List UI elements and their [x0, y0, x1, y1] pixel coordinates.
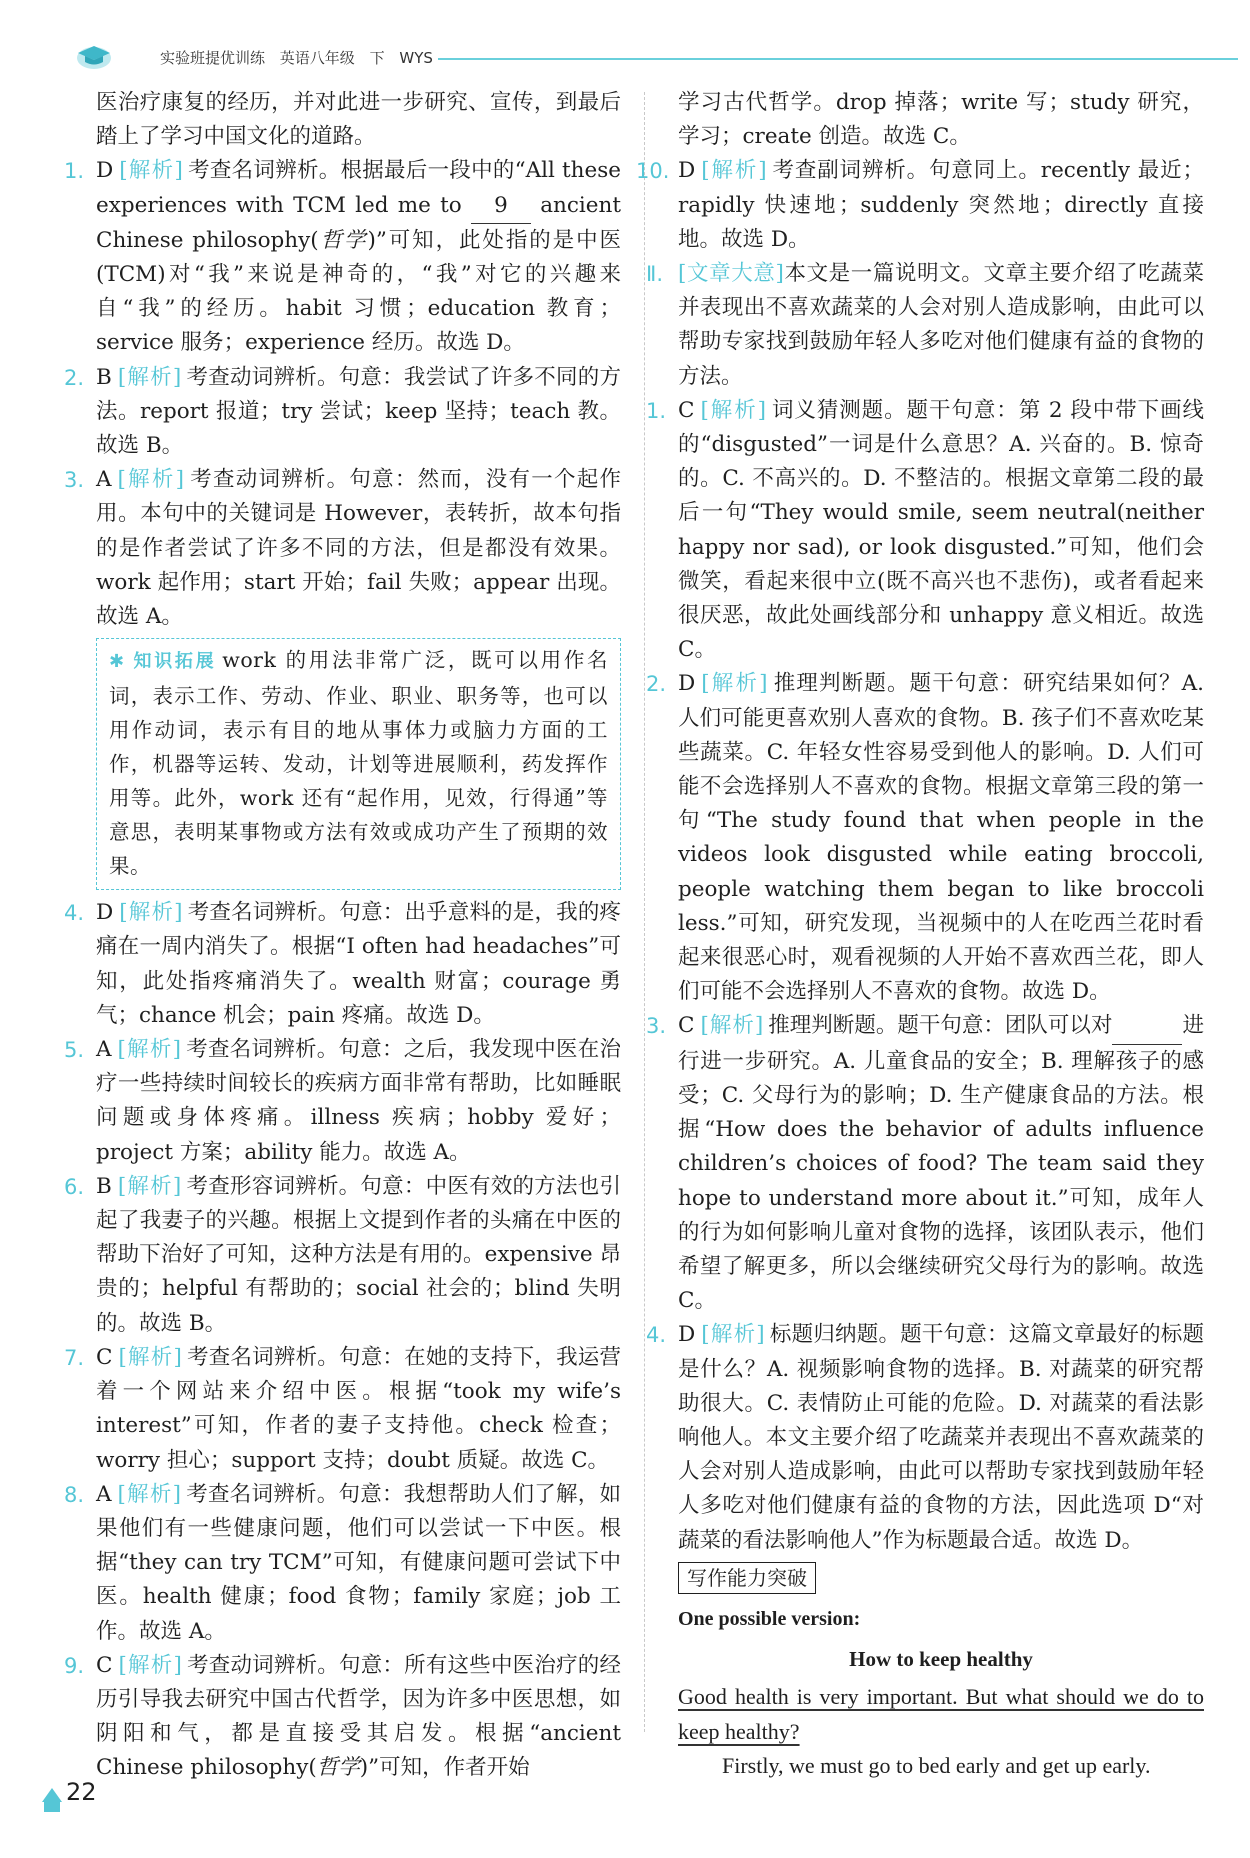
- answer-letter: C: [678, 397, 695, 423]
- analysis-tag: [解析]: [700, 1013, 765, 1039]
- answer-letter: D: [678, 1322, 696, 1348]
- answer-letter: C: [96, 1344, 113, 1370]
- essay-title: How to keep healthy: [849, 1647, 1033, 1672]
- answer-letter: B: [96, 1173, 112, 1199]
- analysis-text: 进行进一步研究。A. 儿童食品的安全；B. 理解孩子的感受；C. 父母行为的影响；D. 生产健康食品的方法。根据“How does the behavior of adults influence children’s choices of food? The team said they hope to understand more about it.”可知，成年人的行为如何影响儿童对食物的选择，该团队表示，他们希望了解更多，所以会继续研究父母行为的影响。故选 C。: [678, 1013, 1204, 1314]
- item-number: 7.: [64, 1345, 85, 1370]
- answer-letter: D: [678, 158, 696, 184]
- item-number: 9.: [64, 1653, 85, 1678]
- analysis-text: 考查动词辨析。句意：我尝试了许多不同的方法。report 报道；try 尝试；keep 坚持；teach 教。故选 B。: [96, 364, 621, 459]
- item-number: 4.: [64, 901, 85, 926]
- answer-item-2: [64, 361, 621, 464]
- analysis-text: 词义猜测题。题干句意：第 2 段中带下画线的“disgusted”一词是什么意思？A. 兴奋的。B. 惊奇的。C. 不高兴的。D. 不整洁的。根据文章第二段的最后一句“They would smile, seem neutral(neither happy nor sad), or look disgusted.”可知，他们会微笑，看起来很中立(既不高兴也不悲伤)，或者看起来很厌恶，故此处画线部分和 unhappy 意义相近。故选 C。: [678, 397, 1204, 663]
- knowledge-box: [96, 638, 621, 890]
- graduation-cap-icon: [74, 40, 114, 72]
- series-name: 实验班提优训练: [160, 49, 266, 67]
- answer-letter: B: [96, 364, 112, 390]
- writing-section-label: 写作能力突破: [678, 1562, 816, 1594]
- analysis-tag: [解析]: [700, 397, 768, 423]
- essay-sentence: Firstly, we must go to bed early and get up early.: [722, 1752, 1151, 1778]
- answer-letter: D: [96, 158, 114, 184]
- item-number: 10.: [636, 159, 670, 184]
- analysis-text: 考查名词辨析。句意：在她的支持下，我运营着一个网站来介绍中医。根据“took my wife’s interest”可知，作者的妻子支持他。check 检查；worry 担心；support 支持；doubt 质疑。故选 C。: [96, 1344, 621, 1473]
- analysis-text: 推理判断题。题干句意：团队可以对: [768, 1013, 1113, 1039]
- analysis-tag: [解析]: [119, 900, 184, 926]
- edition: WYS: [399, 49, 433, 67]
- essay-opening: Good health is very important. But what should we do to keep healthy?: [678, 1684, 1204, 1744]
- answer-item-5: [64, 1033, 621, 1170]
- answer-letter: C: [678, 1013, 695, 1039]
- answer-item-1: [64, 154, 621, 360]
- analysis-tag: [解析]: [701, 671, 769, 697]
- column-divider: [644, 92, 645, 1732]
- continued-paragraph: 学习古代哲学。drop 掉落；write 写；study 研究，学习；create 创造。故选 C。: [678, 90, 1204, 150]
- answer-item-6: [64, 1170, 621, 1341]
- item-number: 8.: [64, 1482, 85, 1507]
- item-number: 3.: [646, 1014, 667, 1039]
- gloss: 哲学: [318, 227, 368, 253]
- blank-number: 9: [471, 189, 531, 224]
- reading-item-4: [646, 1318, 1204, 1557]
- page-header: [40, 38, 1210, 78]
- house-icon-base: [44, 1800, 60, 1812]
- answer-letter: D: [678, 671, 696, 697]
- answer-item-4: [64, 896, 621, 1033]
- analysis-tag: [解析]: [118, 1344, 183, 1370]
- analysis-text: 标题归纳题。题干句意：这篇文章最好的标题是什么？A. 视频影响食物的选择。B. 对蔬菜的研究帮助很大。C. 表情防止可能的危险。D. 对蔬菜的看法影响他人。本文主要介绍了吃蔬菜并表现出不喜欢蔬菜的人会对别人造成影响，由此可以帮助专家找到鼓励年轻人多吃对他们健康有益的食物的方法，因此选项 D“对蔬菜的看法影响他人”作为标题最合适。故选 D。: [678, 1322, 1204, 1553]
- analysis-text: 考查动词辨析。句意：所有这些中医治疗的经历引导我去研究中国古代哲学，因为许多中医思想，如阴阳和气，都是直接受其启发。根据“ancient Chinese philosophy(: [96, 1652, 621, 1781]
- version-label: One possible version:: [678, 1607, 861, 1630]
- analysis-tag: [解析]: [117, 364, 183, 390]
- item-number: 1.: [646, 398, 667, 423]
- intro-paragraph: 医治疗康复的经历，并对此进一步研究、宣传，到最后踏上了学习中国文化的道路。: [96, 90, 621, 150]
- reading-item-3: [646, 1009, 1204, 1318]
- item-number: 6.: [64, 1174, 85, 1199]
- answer-letter: D: [96, 900, 114, 926]
- analysis-tag: [解析]: [117, 1173, 183, 1199]
- analysis-tag: [解析]: [117, 1037, 183, 1063]
- section-summary: [646, 257, 1204, 394]
- answer-letter: C: [96, 1652, 113, 1678]
- item-number: 5.: [64, 1038, 85, 1063]
- analysis-text: 考查名词辨析。根据最后一段中的“All these experiences with TCM led me to: [96, 158, 621, 218]
- page-number-text: 22: [66, 1778, 97, 1806]
- summary-text: 本文是一篇说明文。文章主要介绍了吃蔬菜并表现出不喜欢蔬菜的人会对别人造成影响，由此可以帮助专家找到鼓励年轻人多吃对他们健康有益的食物的方法。: [678, 261, 1204, 389]
- answer-blank: [1112, 1009, 1182, 1044]
- answer-letter: A: [96, 1037, 112, 1063]
- page-number: [42, 1776, 106, 1816]
- analysis-tag: [解析]: [117, 467, 186, 493]
- item-number: 2.: [64, 365, 85, 390]
- left-column: [64, 86, 621, 1786]
- analysis-text: 考查动词辨析。句意：然而，没有一个起作用。本句中的关键词是 However，表转折，故本句指的是作者尝试了许多不同的方法，但是都没有效果。work 起作用；start 开始；fail 失败；appear 出现。故选 A。: [96, 467, 621, 630]
- analysis-text: 考查形容词辨析。句意：中医有效的方法也引起了我妻子的兴趣。根据上文提到作者的头痛在中医的帮助下治好了可知，这种方法是有用的。expensive 昂贵的；helpful 有帮助的；social 社会的；blind 失明的。故选 B。: [96, 1173, 621, 1336]
- analysis-text: 推理判断题。题干句意：研究结果如何？A. 人们可能更喜欢别人喜欢的食物。B. 孩子们不喜欢吃某些蔬菜。C. 年轻女性容易受到他人的影响。D. 人们可能不会选择别人不喜欢的食物。根据文章第三段的第一句“The study found that when people in the videos look disgusted while eating broccoli, people watching them began to like broccoli less.”可知，研究发现，当视频中的人在吃西兰花时看起来很恶心时，观看视频的人开始不喜欢西兰花，即人们可能不会选择别人不喜欢的食物。故选 D。: [678, 671, 1204, 1005]
- analysis-text: )”可知，作者开始: [359, 1755, 530, 1781]
- knowledge-title: ✱ 知识拓展: [109, 651, 217, 673]
- answer-item-3: [64, 463, 621, 634]
- analysis-text: )”可知，此处指的是中医(TCM)对“我”来说是神奇的，“我”对它的兴趣来自“我”的经历。habit 习惯；education 教育；service 服务；experience 经历。故选 D。: [96, 227, 621, 356]
- answer-item-9: [64, 1649, 621, 1786]
- analysis-text: 考查副词辨析。句意同上。recently 最近；rapidly 快速地；suddenly 突然地；directly 直接地。故选 D。: [678, 158, 1204, 252]
- analysis-text: ancient Chinese philosophy(: [96, 192, 621, 253]
- answer-item-8: [64, 1478, 621, 1649]
- volume: 下: [369, 49, 385, 67]
- answer-item-10: [636, 154, 1204, 257]
- gloss: 哲学: [316, 1755, 360, 1781]
- analysis-text: 考查名词辨析。句意：出乎意料的是，我的疼痛在一周内消失了。根据“I often had headaches”可知，此处指疼痛消失了。wealth 财富；courage 勇气；chance 机会；pain 疼痛。故选 D。: [96, 900, 621, 1028]
- analysis-tag: [解析]: [118, 1652, 183, 1678]
- subject-grade: 英语八年级: [279, 49, 355, 67]
- analysis-tag: [解析]: [701, 1322, 766, 1348]
- knowledge-text: work 的用法非常广泛，既可以用作名词，表示工作、劳动、作业、职业、职务等，也可以用作动词，表示有目的地从事体力或脑力方面的工作，机器等运转、发动，计划等进展顺利，药发挥作用等。此外，work 还有“起作用，见效，行得通”等意思，表明某事物或方法有效或成功产生了预期的效果。: [109, 648, 609, 879]
- reading-item-2: [646, 667, 1204, 1009]
- answer-letter: A: [96, 467, 112, 493]
- analysis-tag: [解析]: [701, 158, 768, 184]
- analysis-tag: [解析]: [119, 158, 184, 184]
- item-number: 2.: [646, 672, 667, 697]
- book-title: [160, 47, 443, 68]
- right-column: [636, 86, 1204, 1783]
- item-number: 1.: [64, 159, 85, 184]
- item-number: 3.: [64, 468, 85, 493]
- reading-item-1: [646, 394, 1204, 668]
- analysis-text: 考查名词辨析。句意：之后，我发现中医在治疗一些持续时间较长的疾病方面非常有帮助，比如睡眠问题或身体疼痛。illness 疾病；hobby 爱好；project 方案；ability 能力。故选 A。: [96, 1037, 621, 1165]
- item-number: 4.: [646, 1323, 667, 1348]
- analysis-tag: [解析]: [117, 1481, 183, 1507]
- header-rule: [438, 58, 1238, 60]
- answer-letter: A: [96, 1481, 112, 1507]
- answer-item-7: [64, 1341, 621, 1478]
- summary-tag: [文章大意]: [678, 261, 784, 287]
- section-number: Ⅱ.: [646, 262, 664, 287]
- analysis-text: 考查名词辨析。句意：我想帮助人们了解，如果他们有一些健康问题，他们可以尝试一下中医。根据“they can try TCM”可知，有健康问题可尝试下中医。health 健康；food 食物；family 家庭；job 工作。故选 A。: [96, 1481, 621, 1644]
